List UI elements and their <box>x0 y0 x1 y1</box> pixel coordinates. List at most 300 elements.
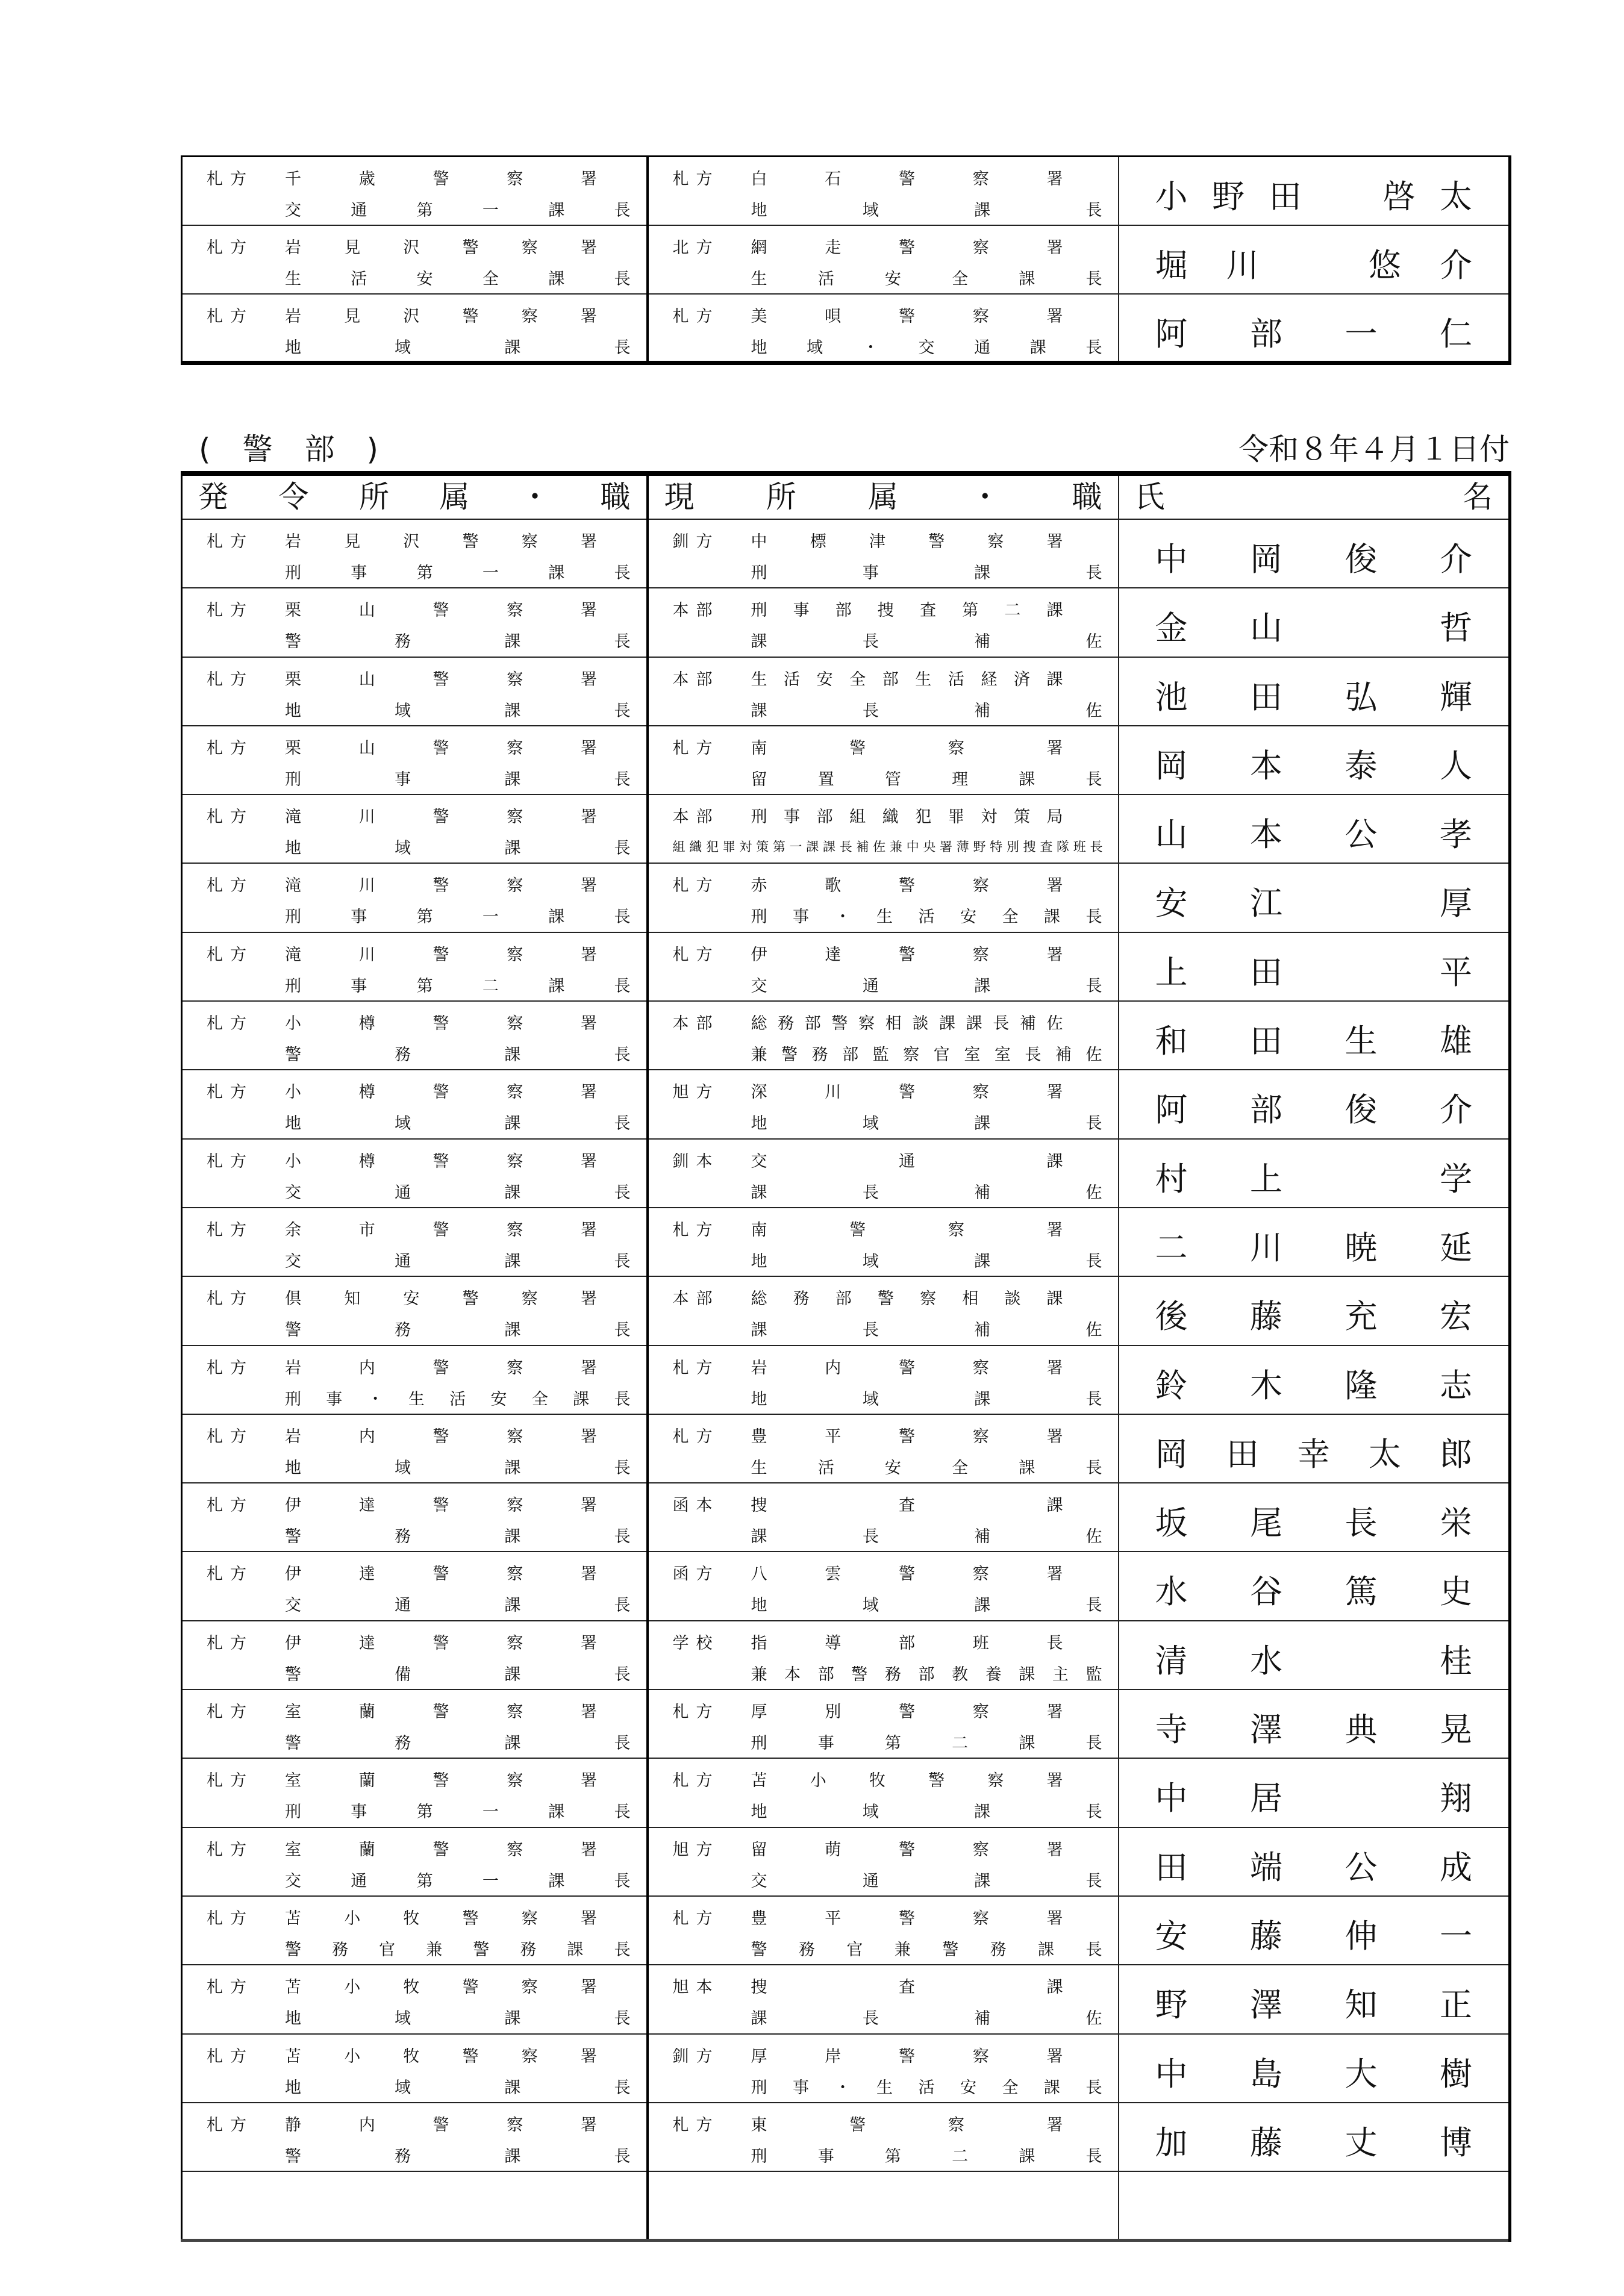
current-position: 課長補佐 <box>751 701 1102 720</box>
issued-prefecture: 札方 <box>207 1220 254 1240</box>
issued-position: 地域課長 <box>285 2009 631 2029</box>
current-organization: 南警察署 <box>751 1220 1064 1240</box>
issued-post-cell <box>182 1483 648 1552</box>
issued-post-cell <box>182 2171 648 2240</box>
person-name-cell <box>1119 1139 1510 1208</box>
issued-post-cell <box>182 1965 648 2033</box>
current-post-cell <box>648 1689 1119 1758</box>
issued-post-cell <box>182 588 648 657</box>
issued-position: 交通課長 <box>285 1252 631 1271</box>
person-name-cell <box>1119 2171 1510 2240</box>
current-position: 刑事課長 <box>751 564 1102 582</box>
issued-position: 交通課長 <box>285 1596 631 1615</box>
current-post-cell <box>648 225 1119 294</box>
issued-position: 刑事・生活安全課長 <box>285 1390 631 1409</box>
issued-prefecture: 札方 <box>207 601 254 620</box>
table-header-row <box>182 473 1510 519</box>
current-organization: 厚岸警察署 <box>751 2047 1064 2066</box>
current-post-cell <box>648 1414 1119 1483</box>
current-position: 地域・交通課長 <box>751 338 1102 357</box>
issued-organization: 栗山警察署 <box>285 738 598 758</box>
issued-organization: 余市警察署 <box>285 1220 598 1240</box>
personnel-table-continued <box>181 155 1511 365</box>
current-organization: 美唄警察署 <box>751 307 1064 326</box>
issued-position: 警務課長 <box>285 1527 631 1547</box>
issued-post-cell <box>182 1689 648 1758</box>
current-prefecture: 札方 <box>672 945 720 964</box>
current-position: 生活安全課長 <box>751 1458 1102 1477</box>
issued-post-cell <box>182 726 648 794</box>
current-organization: 総務部警察相談課 <box>751 1290 1064 1309</box>
person-name-cell <box>1119 588 1510 657</box>
person-name-cell <box>1119 657 1510 726</box>
current-prefecture: 本部 <box>672 670 720 689</box>
current-prefecture: 学校 <box>672 1633 720 1653</box>
current-position: 課長補佐 <box>751 1183 1102 1202</box>
table-row <box>182 1621 1510 1689</box>
issued-position: 警備課長 <box>285 1665 631 1684</box>
table-row <box>182 932 1510 1001</box>
current-position: 地域課長 <box>751 1252 1102 1271</box>
issued-organization: 岩見沢警察署 <box>285 238 598 257</box>
current-post-cell <box>648 657 1119 726</box>
effective-date: 令和８年４月１日付 <box>1238 432 1510 467</box>
person-name-cell <box>1119 726 1510 794</box>
person-name: 池田弘輝 <box>1155 678 1472 716</box>
table-row <box>182 225 1510 294</box>
person-name: 小野田 啓太 <box>1155 178 1472 216</box>
issued-organization: 室蘭警察署 <box>285 1840 598 1859</box>
issued-prefecture: 札方 <box>207 945 254 964</box>
current-organization: 網走警察署 <box>751 238 1064 257</box>
table-row <box>182 794 1510 863</box>
person-name: 中島大樹 <box>1155 2054 1472 2093</box>
issued-position: 交通第一課長 <box>285 1871 631 1891</box>
header-from-post: 発令所属・職 <box>182 473 648 519</box>
person-name: 坂尾長栄 <box>1155 1504 1472 1543</box>
issued-post-cell <box>182 1208 648 1276</box>
current-prefecture: 札方 <box>672 170 720 189</box>
person-name-cell <box>1119 932 1510 1001</box>
issued-prefecture: 札方 <box>207 2047 254 2066</box>
current-post-cell <box>648 1621 1119 1689</box>
issued-post-cell <box>182 1758 648 1827</box>
current-prefecture: 本部 <box>672 1014 720 1034</box>
issued-prefecture: 札方 <box>207 1427 254 1446</box>
issued-position: 警務課長 <box>285 1046 631 1065</box>
person-name-cell <box>1119 1208 1510 1276</box>
issued-prefecture: 札方 <box>207 1633 254 1653</box>
issued-post-cell <box>182 1827 648 1896</box>
current-prefecture: 札方 <box>672 738 720 758</box>
current-position: 地域課長 <box>751 201 1102 220</box>
issued-organization: 苫小牧警察署 <box>285 1909 598 1928</box>
current-organization: 交通課 <box>751 1152 1064 1171</box>
issued-post-cell <box>182 657 648 726</box>
current-organization: 中標津警察署 <box>751 532 1064 551</box>
person-name: 清水 桂 <box>1155 1641 1472 1680</box>
issued-position: 警務課長 <box>285 1321 631 1340</box>
person-name-cell <box>1119 157 1510 225</box>
issued-prefecture: 札方 <box>207 876 254 896</box>
person-name: 後藤充宏 <box>1155 1297 1472 1336</box>
current-position: 地域課長 <box>751 1390 1102 1409</box>
issued-organization: 栗山警察署 <box>285 601 598 620</box>
person-name: 加藤丈博 <box>1155 2123 1472 2162</box>
main-table-body <box>182 519 1510 2240</box>
issued-position: 警務課長 <box>285 632 631 652</box>
current-organization: 八雲警察署 <box>751 1565 1064 1584</box>
current-prefecture: 札方 <box>672 1427 720 1446</box>
person-name: 二川暁延 <box>1155 1228 1472 1267</box>
current-prefecture: 本部 <box>672 1290 720 1309</box>
issued-prefecture: 札方 <box>207 1358 254 1377</box>
person-name: 水谷篤史 <box>1155 1573 1472 1611</box>
issued-prefecture: 札方 <box>207 2115 254 2135</box>
current-post-cell <box>648 726 1119 794</box>
issued-post-cell <box>182 1001 648 1070</box>
current-prefecture: 釧本 <box>672 1152 720 1171</box>
issued-prefecture: 札方 <box>207 670 254 689</box>
issued-prefecture: 札方 <box>207 1152 254 1171</box>
table-row <box>182 1965 1510 2033</box>
person-name: 鈴木隆志 <box>1155 1366 1472 1405</box>
issued-organization: 伊達警察署 <box>285 1565 598 1584</box>
table-row <box>182 1827 1510 1896</box>
current-post-cell <box>648 1758 1119 1827</box>
table-row <box>182 1414 1510 1483</box>
issued-post-cell <box>182 863 648 932</box>
issued-organization: 小樽警察署 <box>285 1152 598 1171</box>
table-row <box>182 1483 1510 1552</box>
person-name: 岡本泰人 <box>1155 746 1472 785</box>
issued-organization: 滝川警察署 <box>285 808 598 827</box>
issued-position: 地域課長 <box>285 701 631 720</box>
table-row <box>182 1070 1510 1138</box>
issued-organization: 千歳警察署 <box>285 170 598 189</box>
current-prefecture: 札方 <box>672 1909 720 1928</box>
current-post-cell <box>648 519 1119 588</box>
current-post-cell <box>648 588 1119 657</box>
current-position: 地域課長 <box>751 1803 1102 1822</box>
current-post-cell <box>648 1483 1119 1552</box>
current-organization: 生活安全部生活経済課 <box>751 670 1064 689</box>
table-row <box>182 1346 1510 1414</box>
issued-post-cell <box>182 1139 648 1208</box>
current-organization: 深川警察署 <box>751 1083 1064 1102</box>
person-name: 村上 学 <box>1155 1159 1472 1198</box>
current-position: 課長補佐 <box>751 632 1102 652</box>
issued-organization: 滝川警察署 <box>285 945 598 964</box>
issued-prefecture: 札方 <box>207 1840 254 1859</box>
issued-organization: 室蘭警察署 <box>285 1703 598 1722</box>
current-post-cell <box>648 1070 1119 1138</box>
current-prefecture: 札方 <box>672 2115 720 2135</box>
issued-post-cell <box>182 1276 648 1345</box>
person-name-cell <box>1119 863 1510 932</box>
table-row <box>182 863 1510 932</box>
current-post-cell <box>648 1139 1119 1208</box>
current-prefecture: 札方 <box>672 307 720 326</box>
table-row <box>182 1208 1510 1276</box>
issued-prefecture: 札方 <box>207 532 254 551</box>
current-post-cell <box>648 863 1119 932</box>
current-prefecture: 札方 <box>672 1771 720 1791</box>
current-post-cell <box>648 1346 1119 1414</box>
issued-position: 地域課長 <box>285 1114 631 1134</box>
person-name-cell <box>1119 1414 1510 1483</box>
current-organization: 豊平警察署 <box>751 1909 1064 1928</box>
current-prefecture: 旭方 <box>672 1840 720 1859</box>
table-row <box>182 2034 1510 2103</box>
person-name: 寺澤典晃 <box>1155 1711 1472 1749</box>
person-name-cell <box>1119 1001 1510 1070</box>
table-row <box>182 157 1510 225</box>
table-row <box>182 1139 1510 1208</box>
current-organization: 苫小牧警察署 <box>751 1771 1064 1791</box>
current-organization: 岩内警察署 <box>751 1358 1064 1377</box>
issued-position: 警務課長 <box>285 2147 631 2166</box>
person-name: 阿部一仁 <box>1155 314 1472 353</box>
current-post-cell <box>648 2103 1119 2171</box>
issued-organization: 伊達警察署 <box>285 1633 598 1653</box>
person-name-cell <box>1119 1758 1510 1827</box>
issued-post-cell <box>182 157 648 225</box>
current-position: 兼警務部監察官室室長補佐 <box>751 1046 1102 1065</box>
issued-prefecture: 札方 <box>207 238 254 257</box>
person-name: 安藤伸一 <box>1155 1917 1472 1955</box>
current-organization: 捜査課 <box>751 1496 1064 1515</box>
issued-post-cell <box>182 1621 648 1689</box>
issued-post-cell <box>182 932 648 1001</box>
table-row <box>182 2171 1510 2240</box>
table-row <box>182 1689 1510 1758</box>
person-name: 中岡俊介 <box>1155 540 1472 578</box>
issued-organization: 伊達警察署 <box>285 1496 598 1515</box>
issued-organization: 静内警察署 <box>285 2115 598 2135</box>
current-prefecture: 札方 <box>672 1220 720 1240</box>
current-position: 課長補佐 <box>751 2009 1102 2029</box>
issued-position: 警務官兼警務課長 <box>285 1940 631 1959</box>
issued-organization: 岩内警察署 <box>285 1427 598 1446</box>
current-position: 地域課長 <box>751 1596 1102 1615</box>
current-position: 生活安全課長 <box>751 269 1102 289</box>
issued-organization: 室蘭警察署 <box>285 1771 598 1791</box>
issued-position: 刑事第一課長 <box>285 564 631 582</box>
current-prefecture: 札方 <box>672 876 720 896</box>
table-row <box>182 294 1510 363</box>
issued-post-cell <box>182 1552 648 1620</box>
issued-prefecture: 札方 <box>207 1290 254 1309</box>
issued-position: 地域課長 <box>285 1458 631 1477</box>
issued-prefecture: 札方 <box>207 1014 254 1034</box>
person-name: 金山 哲 <box>1155 609 1472 647</box>
issued-organization: 岩見沢警察署 <box>285 532 598 551</box>
current-position: 警務官兼警務課長 <box>751 1940 1102 1959</box>
issued-post-cell <box>182 1414 648 1483</box>
person-name-cell <box>1119 1552 1510 1620</box>
issued-prefecture: 札方 <box>207 1496 254 1515</box>
rank-section-label <box>199 425 379 469</box>
issued-post-cell <box>182 519 648 588</box>
issued-prefecture: 札方 <box>207 1771 254 1791</box>
issued-position: 交通課長 <box>285 1183 631 1202</box>
issued-position: 刑事第二課長 <box>285 976 631 996</box>
issued-prefecture: 札方 <box>207 1978 254 1997</box>
current-position: 交通課長 <box>751 1871 1102 1891</box>
issued-organization: 苫小牧警察署 <box>285 2047 598 2066</box>
current-prefecture: 旭本 <box>672 1978 720 1997</box>
person-name-cell <box>1119 2034 1510 2103</box>
current-prefecture: 函本 <box>672 1496 720 1515</box>
table-row <box>182 519 1510 588</box>
current-organization: 捜査課 <box>751 1978 1064 1997</box>
personnel-table <box>181 471 1511 2242</box>
table-row <box>182 1552 1510 1620</box>
table-row <box>182 657 1510 726</box>
table-row <box>182 588 1510 657</box>
issued-organization: 小樽警察署 <box>285 1083 598 1102</box>
current-prefecture: 本部 <box>672 601 720 620</box>
person-name-cell <box>1119 1346 1510 1414</box>
person-name-cell <box>1119 2103 1510 2171</box>
issued-prefecture: 札方 <box>207 1083 254 1102</box>
current-prefecture: 函方 <box>672 1565 720 1584</box>
person-name: 堀川 悠介 <box>1155 246 1472 284</box>
current-position: 課長補佐 <box>751 1527 1102 1547</box>
current-post-cell <box>648 157 1119 225</box>
current-post-cell <box>648 1965 1119 2033</box>
current-position: 留置管理課長 <box>751 770 1102 789</box>
current-organization: 豊平警察署 <box>751 1427 1064 1446</box>
issued-post-cell <box>182 225 648 294</box>
person-name: 上田 平 <box>1155 953 1472 991</box>
current-prefecture: 旭方 <box>672 1083 720 1102</box>
current-organization: 厚別警察署 <box>751 1703 1064 1722</box>
current-post-cell <box>648 2034 1119 2103</box>
table-row <box>182 1001 1510 1070</box>
current-position: 組織犯罪対策第一課課長補佐兼中央署薄野特別捜査隊班長 <box>672 840 1102 855</box>
person-name: 阿部俊介 <box>1155 1091 1472 1129</box>
issued-post-cell <box>182 1346 648 1414</box>
header-current-post: 現所属・職 <box>648 473 1119 519</box>
current-post-cell <box>648 1208 1119 1276</box>
current-prefecture: 札方 <box>672 1703 720 1722</box>
person-name-cell <box>1119 1070 1510 1138</box>
current-position: 課長補佐 <box>751 1321 1102 1340</box>
issued-organization: 岩見沢警察署 <box>285 307 598 326</box>
current-position: 交通課長 <box>751 976 1102 996</box>
issued-post-cell <box>182 2103 648 2171</box>
current-position: 刑事・生活安全課長 <box>751 908 1102 927</box>
issued-prefecture: 札方 <box>207 1703 254 1722</box>
current-post-cell <box>648 1896 1119 1965</box>
issued-organization: 倶知安警察署 <box>285 1290 598 1309</box>
person-name: 安江 厚 <box>1155 884 1472 923</box>
issued-prefecture: 札方 <box>207 738 254 758</box>
rank-label-text: (警部) <box>199 432 379 467</box>
current-prefecture: 北方 <box>672 238 720 257</box>
person-name: 山本公孝 <box>1155 816 1472 854</box>
person-name-cell <box>1119 1621 1510 1689</box>
issued-organization: 小樽警察署 <box>285 1014 598 1034</box>
person-name-cell <box>1119 1827 1510 1896</box>
issued-organization: 滝川警察署 <box>285 876 598 896</box>
current-organization: 刑事部組織犯罪対策局 <box>751 808 1064 827</box>
issued-position: 地域課長 <box>285 338 631 357</box>
issued-position: 交通第一課長 <box>285 201 631 220</box>
current-organization: 総務部警察相談課課長補佐 <box>751 1014 1064 1034</box>
issued-post-cell <box>182 794 648 863</box>
issued-prefecture: 札方 <box>207 1565 254 1584</box>
current-post-cell <box>648 1001 1119 1070</box>
current-prefecture: 札方 <box>672 1358 720 1377</box>
current-organization: 指導部班長 <box>751 1633 1064 1653</box>
issued-position: 地域課長 <box>285 839 631 858</box>
current-organization: 南警察署 <box>751 738 1064 758</box>
current-organization: 東警察署 <box>751 2115 1064 2135</box>
current-post-cell <box>648 794 1119 863</box>
current-post-cell <box>648 1276 1119 1345</box>
current-post-cell <box>648 2171 1119 2240</box>
current-post-cell <box>648 294 1119 363</box>
issued-position: 刑事第一課長 <box>285 908 631 927</box>
table-row <box>182 1896 1510 1965</box>
current-position: 刑事第二課長 <box>751 2147 1102 2166</box>
person-name: 野澤知正 <box>1155 1986 1472 2024</box>
issued-post-cell <box>182 294 648 363</box>
table-row <box>182 2103 1510 2171</box>
person-name: 中居 翔 <box>1155 1779 1472 1818</box>
person-name-cell <box>1119 1483 1510 1552</box>
current-prefecture: 釧方 <box>672 532 720 551</box>
issued-organization: 苫小牧警察署 <box>285 1978 598 1997</box>
current-organization: 留萌警察署 <box>751 1840 1064 1859</box>
current-post-cell <box>648 1827 1119 1896</box>
current-organization: 白石警察署 <box>751 170 1064 189</box>
person-name-cell <box>1119 1689 1510 1758</box>
person-name-cell <box>1119 225 1510 294</box>
issued-prefecture: 札方 <box>207 307 254 326</box>
issued-position: 刑事課長 <box>285 770 631 789</box>
person-name-cell <box>1119 294 1510 363</box>
person-name: 田端公成 <box>1155 1848 1472 1886</box>
issued-position: 警務課長 <box>285 1734 631 1753</box>
issued-position: 生活安全課長 <box>285 269 631 289</box>
current-position: 地域課長 <box>751 1114 1102 1134</box>
issued-organization: 岩内警察署 <box>285 1358 598 1377</box>
current-position: 刑事第二課長 <box>751 1734 1102 1753</box>
header-name: 氏名 <box>1119 473 1510 519</box>
issued-prefecture: 札方 <box>207 808 254 827</box>
person-name-cell <box>1119 519 1510 588</box>
person-name: 和田生雄 <box>1155 1022 1472 1061</box>
top-table-body <box>182 157 1510 363</box>
issued-position: 刑事第一課長 <box>285 1803 631 1822</box>
issued-post-cell <box>182 2034 648 2103</box>
current-post-cell <box>648 932 1119 1001</box>
current-organization: 刑事部捜査第二課 <box>751 601 1064 620</box>
issued-prefecture: 札方 <box>207 1909 254 1928</box>
issued-prefecture: 札方 <box>207 170 254 189</box>
current-organization: 赤歌警察署 <box>751 876 1064 896</box>
person-name-cell <box>1119 1965 1510 2033</box>
table-row <box>182 1276 1510 1345</box>
current-organization: 伊達警察署 <box>751 945 1064 964</box>
current-position: 兼本部警務部教養課主監 <box>751 1665 1102 1684</box>
person-name: 岡田幸太郎 <box>1155 1435 1472 1473</box>
issued-organization: 栗山警察署 <box>285 670 598 689</box>
